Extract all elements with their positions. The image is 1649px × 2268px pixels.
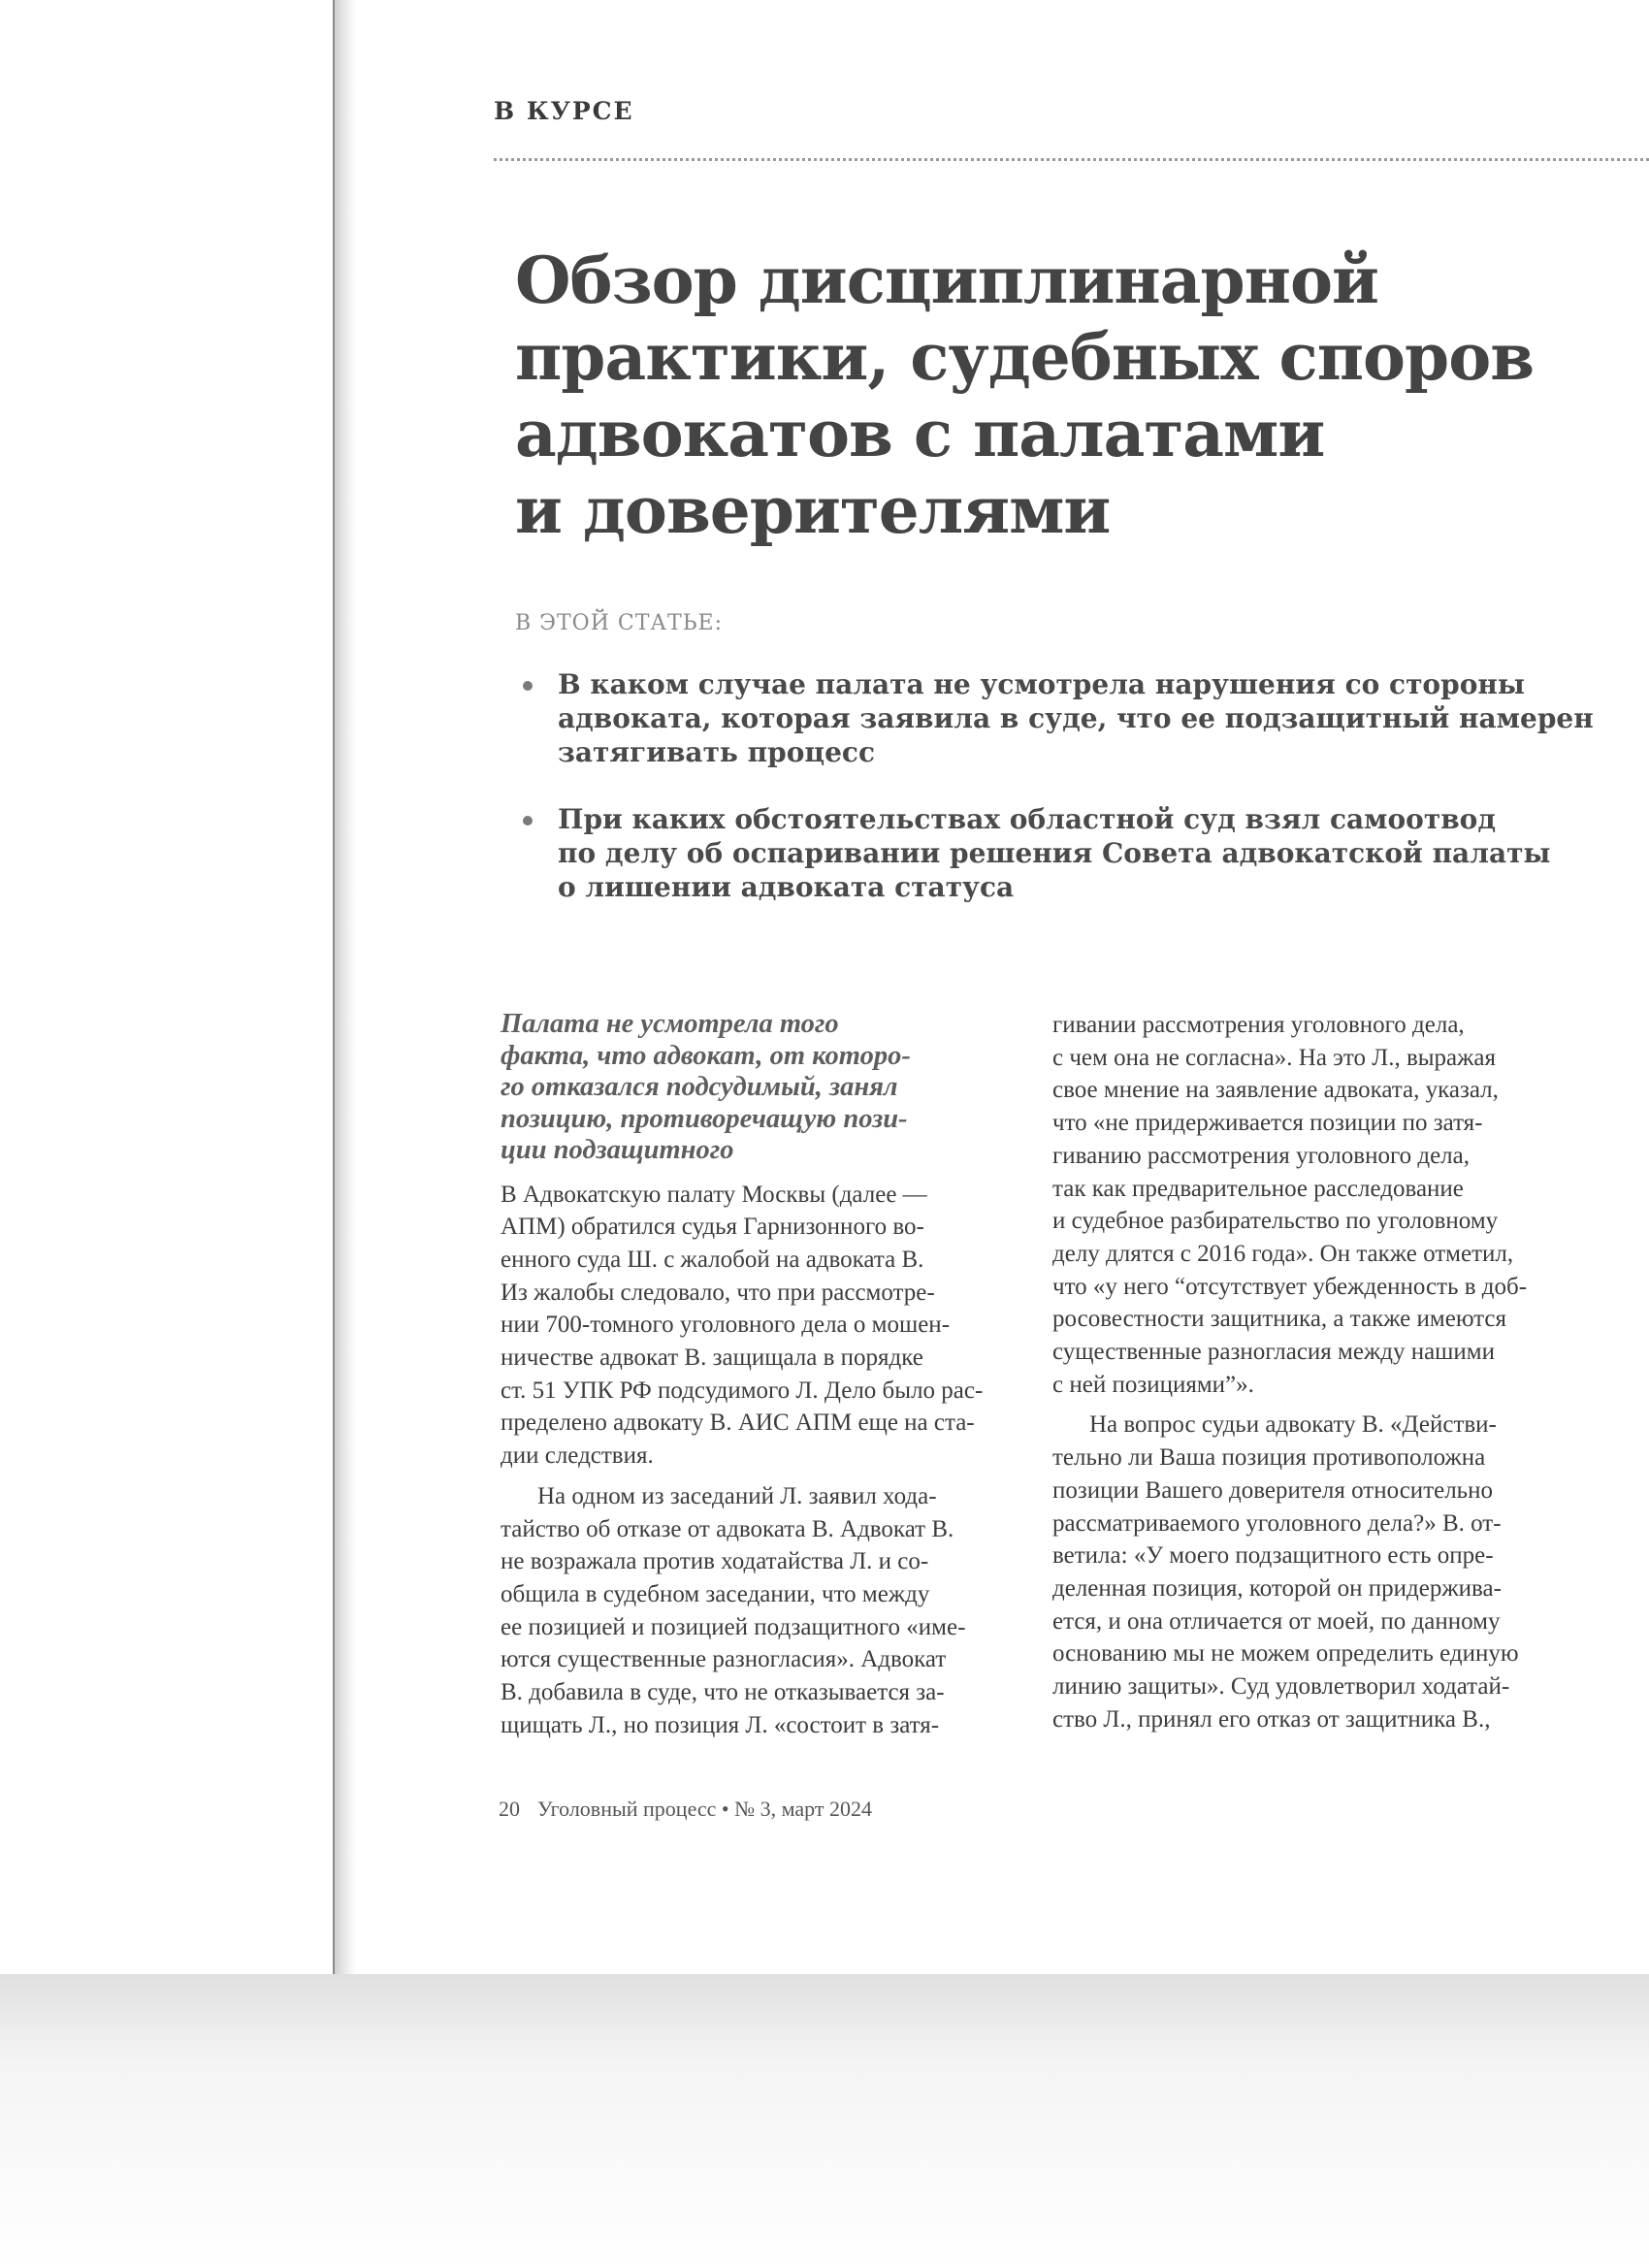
- bullet-icon: [523, 681, 533, 691]
- text-line: ее позицией и позицией подзащитного «име-: [501, 1613, 966, 1640]
- paragraph: [501, 1179, 1019, 1473]
- text-line: В. добавила в суде, что не отказывается за-: [501, 1679, 945, 1706]
- text-line: пределено адвокату В. АИС АПМ еще на ста-: [501, 1409, 975, 1437]
- paragraph: [1052, 1409, 1571, 1735]
- text-line: Из жалобы следовало, что при рассмотре-: [501, 1279, 935, 1306]
- text-line: ется, и она отличается от моей, по данному: [1052, 1607, 1501, 1635]
- text-line: ются существенные разногласия». Адвокат: [501, 1646, 947, 1673]
- text-line: росовестности защитника, а также имеются: [1052, 1306, 1506, 1333]
- page-number: 20: [499, 1797, 520, 1821]
- text-line: На одном из заседаний Л. заявил хода-: [537, 1482, 937, 1509]
- article-subhead: [501, 1009, 1019, 1167]
- subhead-line: позицию, противоречащую пози-: [501, 1103, 908, 1134]
- text-line: свое мнение на заявление адвоката, указал,: [1052, 1077, 1499, 1104]
- text-line: общила в судебном заседании, что между: [501, 1580, 930, 1607]
- text-line: ст. 51 УПК РФ подсудимого Л. Дело было рас-: [501, 1377, 984, 1404]
- scan-bottom-margin: [0, 1974, 1649, 2268]
- text-line: АПМ) обратился судья Гарнизонного во-: [501, 1214, 924, 1241]
- text-line: рассматриваемого уголовного дела?» В. от-: [1052, 1509, 1502, 1537]
- summary-bullet-item: [515, 667, 1594, 769]
- text-line: гиванию рассмотрения уголовного дела,: [1052, 1142, 1470, 1169]
- text-line: деленная позиция, которой он придержива-: [1052, 1574, 1502, 1602]
- bullet-line: по делу об оспаривании решения Совета адвокатской палаты: [558, 837, 1551, 869]
- text-line: позиции Вашего доверителя относительно: [1052, 1476, 1493, 1504]
- text-line: делу длятся с 2016 года». Он также отметил,: [1052, 1240, 1514, 1267]
- left-column: [501, 1009, 1019, 1741]
- title-line: и доверителями: [515, 472, 1111, 548]
- section-label: В КУРСЕ: [494, 97, 634, 125]
- page-footer: [499, 1797, 872, 1822]
- subhead-line: Палата не усмотрела того: [501, 1009, 839, 1039]
- text-line: дии следствия.: [501, 1442, 654, 1470]
- text-line: ветила: «У моего подзащитного есть опре-: [1052, 1542, 1494, 1570]
- title-line: адвокатов с палатами: [515, 396, 1325, 471]
- bullet-line: В каком случае палата не усмотрела нарушения со стороны: [558, 668, 1525, 700]
- text-line: тельно ли Ваша позиция противоположна: [1052, 1444, 1486, 1472]
- text-line: что «не придерживается позиции по затя-: [1052, 1110, 1483, 1137]
- bullet-line: о лишении адвоката статуса: [558, 871, 1015, 903]
- bullet-line: затягивать процесс: [558, 736, 876, 768]
- text-line: В Адвокатскую палату Москвы (далее —: [501, 1181, 927, 1208]
- text-line: щищать Л., но позиция Л. «состоит в затя-: [501, 1711, 940, 1738]
- text-line: гивании рассмотрения уголовного дела,: [1052, 1012, 1465, 1038]
- text-line: с чем она не согласна». На это Л., выражая: [1052, 1044, 1497, 1071]
- subhead-line: ции подзащитного: [501, 1135, 734, 1165]
- text-line: ничестве адвокат В. защищала в порядке: [501, 1345, 923, 1372]
- subhead-line: факта, что адвокат, от которо-: [501, 1040, 911, 1071]
- text-line: существенные разногласия между нашими: [1052, 1339, 1496, 1366]
- bullet-line: При каких обстоятельствах областной суд взял самоотвод: [558, 803, 1496, 835]
- text-line: и судебное разбирательство по уголовному: [1052, 1208, 1499, 1235]
- text-line: ство Л., принял его отказ от защитника В.,: [1052, 1705, 1491, 1733]
- bullet-icon: [523, 816, 533, 826]
- text-line: енного суда Ш. с жалобой на адвоката В.: [501, 1246, 924, 1273]
- publication-info: Уголовный процесс • № 3, март 2024: [537, 1797, 872, 1821]
- paragraph: [1052, 1009, 1571, 1401]
- page-shadow: [335, 0, 356, 2268]
- in-article-label: В ЭТОЙ СТАТЬЕ:: [515, 611, 724, 635]
- text-line: линию защиты». Суд удовлетворил ходатай-: [1052, 1673, 1510, 1701]
- subhead-line: го отказался подсудимый, занял: [501, 1072, 898, 1102]
- title-line: практики, судебных споров: [515, 319, 1535, 395]
- text-line: не возражала против ходатайства Л. и со-: [501, 1548, 929, 1575]
- text-line: тайство об отказе от адвоката В. Адвокат В.: [501, 1515, 954, 1542]
- right-column: [1052, 1009, 1571, 1735]
- bullet-line: адвоката, которая заявила в суде, что ее подзащитный намерен: [558, 702, 1594, 734]
- text-line: На вопрос судьи адвокату В. «Действи-: [1089, 1411, 1497, 1439]
- text-line: нии 700-томного уголовного дела о мошен-: [501, 1312, 951, 1339]
- scan-left-margin: [0, 0, 335, 2268]
- paragraph: [501, 1480, 1019, 1742]
- summary-bullets: [515, 667, 1594, 937]
- dotted-divider: [494, 158, 1649, 161]
- text-line: с ней позициями”».: [1052, 1371, 1254, 1398]
- text-line: основанию мы не можем определить единую: [1052, 1640, 1519, 1668]
- summary-bullet-item: [515, 802, 1551, 904]
- title-line: Обзор дисциплинарной: [515, 243, 1378, 318]
- magazine-page: [356, 0, 1649, 1974]
- text-line: что «у него “отсутствует убежденность в доб-: [1052, 1273, 1528, 1300]
- article-title: [515, 243, 1535, 549]
- text-line: так как предварительное расследование: [1052, 1175, 1464, 1202]
